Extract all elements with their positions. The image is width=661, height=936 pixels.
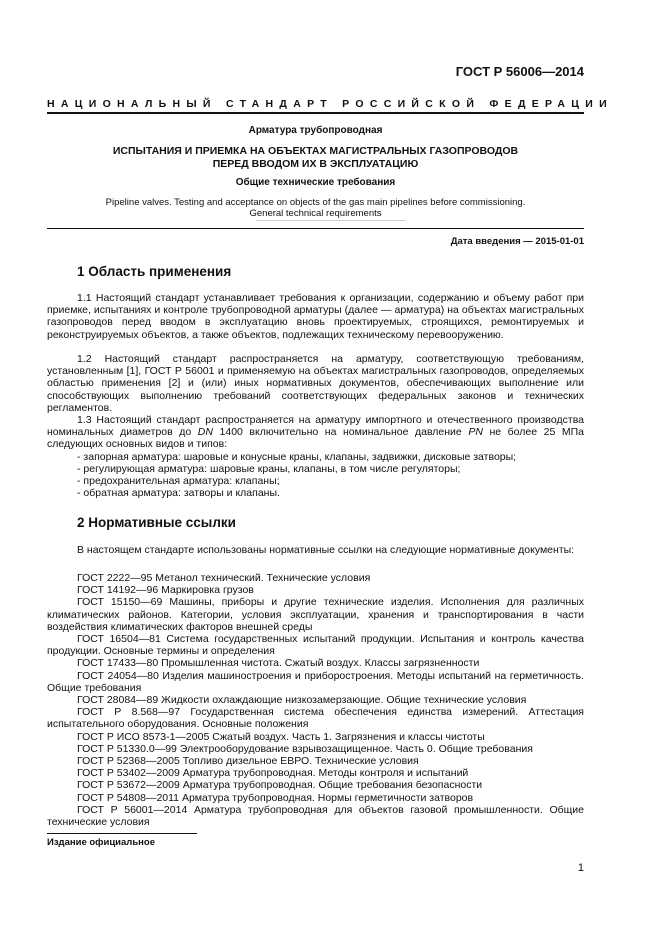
reference-item: ГОСТ Р 8.568—97 Государственная система обеспечения единства измерений. Аттестация испытательного оборудования. Основные положения	[47, 706, 584, 731]
reference-item: ГОСТ 28084—89 Жидкости охлаждающие низкозамерзающие. Общие технические условия	[77, 694, 527, 707]
section-1-heading: 1 Область применения	[77, 264, 232, 279]
reference-item: ГОСТ 15150—69 Машины, приборы и другие технические изделия. Исполнения для различных климатических районов. Категории, условия эксплуатации, хранения и транспортирования в части воздействия климатических факторов внешней среды	[47, 596, 584, 633]
document-subject: Арматура трубопроводная	[248, 125, 383, 136]
reference-item: ГОСТ Р 51330.0—99 Электрооборудование взрывозащищенное. Часть 0. Общие требования	[77, 742, 533, 755]
reference-item: ГОСТ 14192—96 Маркировка грузов	[77, 584, 254, 597]
paragraph-1-3-part-b: 1400 включительно на номинальное давление	[212, 426, 469, 439]
document-title	[47, 145, 584, 171]
list-item: - обратная арматура: затворы и клапаны.	[77, 487, 280, 499]
english-title	[47, 197, 584, 219]
standard-number: ГОСТ Р 56006—2014	[455, 64, 584, 79]
introduction-date: Дата введения — 2015-01-01	[450, 236, 584, 247]
pn-symbol: PN	[468, 426, 483, 439]
paragraph-1-3	[47, 414, 584, 451]
intro-date-rule	[47, 228, 584, 229]
english-title-line-2: General technical requirements	[249, 208, 382, 219]
list-item: - регулирующая арматура: шаровые краны, клапаны, в том числе регуляторы;	[77, 463, 461, 475]
reference-item: ГОСТ Р ИСО 8573-1—2005 Сжатый воздух. Часть 1. Загрязнения и классы чистоты	[77, 730, 485, 743]
reference-item: ГОСТ 24054—80 Изделия машиностроения и приборостроения. Методы испытаний на герметичность. Общие требования	[47, 669, 584, 694]
reference-item: ГОСТ Р 52368—2005 Топливо дизельное ЕВРО. Технические условия	[77, 755, 419, 768]
reference-item: ГОСТ Р 53672—2009 Арматура трубопроводная. Общие требования безопасности	[77, 779, 483, 792]
title-separator	[256, 220, 406, 221]
national-standard-banner: НАЦИОНАЛЬНЫЙ СТАНДАРТ РОССИЙСКОЙ ФЕДЕРАЦИИ	[47, 98, 613, 110]
dn-symbol: DN	[197, 426, 213, 439]
document-title-line-1: ИСПЫТАНИЯ И ПРИЕМКА НА ОБЪЕКТАХ МАГИСТРАЛЬНЫХ ГАЗОПРОВОДОВ	[112, 145, 519, 157]
paragraph-1-2: 1.2 Настоящий стандарт распространяется на арматуру, соответствующую требованиям, установленным [1], ГОСТ Р 56001 и применяемую на объектах магистральных газопроводов, определяемых областью применения [2] и (или) иных нормативных документов, обеспечивающих выполнение или способствующих выполнению требований соответствующих федеральных законов и технических регламентов.	[47, 353, 584, 414]
paragraph-1-3-part-a: 1.3 Настоящий стандарт распространяется на арматуру импортного и отечественного производства номинальных диаметров до	[47, 414, 584, 439]
footer-rule	[47, 833, 197, 834]
document-subtitle: Общие технические требования	[235, 177, 396, 188]
reference-item: ГОСТ 2222—95 Метанол технический. Технические условия	[77, 572, 371, 584]
list-item: - предохранительная арматура: клапаны;	[77, 475, 280, 487]
document-title-line-2: ПЕРЕД ВВОДОМ ИХ В ЭКСПЛУАТАЦИЮ	[212, 158, 419, 170]
reference-item: ГОСТ Р 54808—2011 Арматура трубопроводная. Нормы герметичности затворов	[77, 791, 474, 804]
header-rule	[47, 112, 584, 114]
paragraph-1-1: 1.1 Настоящий стандарт устанавливает требования к организации, содержанию и объему работ при приемке, испытаниях и контроле трубопроводной арматуры (далее — арматура) на объектах магистральных газопроводов перед вводом в эксплуатацию вновь проектируемых, строящихся, ремонтируемых и реконструируемых объектов, а также объектов, подлежащих техническому перевооружению.	[47, 292, 584, 341]
section-2-intro: В настоящем стандарте использованы нормативные ссылки на следующие нормативные документы:	[77, 544, 575, 556]
normative-references-list	[47, 572, 584, 828]
reference-item: ГОСТ Р 53402—2009 Арматура трубопроводная. Методы контроля и испытаний	[77, 767, 469, 780]
paragraph-1-3-part-c: не более 25 МПа следующих основных видов и типов:	[47, 426, 584, 451]
edition-label: Издание официальное	[47, 837, 155, 848]
list-item: - запорная арматура: шаровые и конусные краны, клапаны, задвижки, дисковые затворы;	[77, 451, 517, 463]
reference-item: ГОСТ 16504—81 Система государственных испытаний продукции. Испытания и контроль качества продукции. Основные термины и определения	[47, 633, 584, 658]
reference-item: ГОСТ 17433—80 Промышленная чистота. Сжатый воздух. Классы загрязненности	[77, 657, 480, 670]
reference-item: ГОСТ Р 56001—2014 Арматура трубопроводная для объектов газовой промышленности. Общие технические условия	[47, 803, 584, 829]
english-title-line-1: Pipeline valves. Testing and acceptance on objects of the gas main pipelines before commissioning.	[105, 197, 526, 208]
section-2-heading: 2 Нормативные ссылки	[77, 515, 236, 530]
page-number: 1	[577, 862, 584, 874]
